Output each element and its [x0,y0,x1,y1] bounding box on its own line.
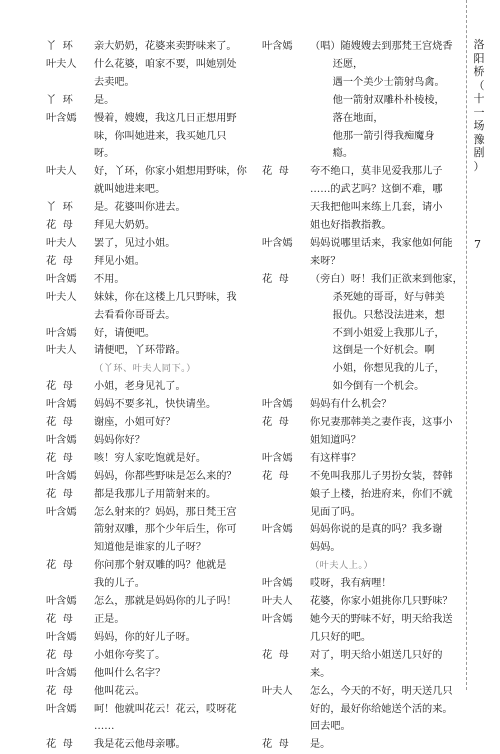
dialogue-line [46,736,252,754]
speaker-name: 叶含嫣 [46,506,77,518]
speaker-name [46,360,94,378]
dialogue-line [262,235,468,253]
dialogue-line [46,432,252,450]
speaker-name: 花 母 [46,452,73,464]
speaker-name [262,199,310,217]
line-text: 他叫花云。 [94,685,145,697]
line-text: 妈妈说哪里话来，我家他如何能 [310,237,453,249]
line-text: 他那一箭引得我痴魔身 [310,130,435,142]
speaker-name [46,74,94,92]
line-text: 正是。 [94,614,125,625]
line-text: 姐知道吗？ [310,434,361,446]
dialogue-line [262,629,468,647]
line-text: 是。花婆叫你进去。 [94,202,186,214]
speaker-name: 叶含嫣 [46,399,77,411]
dialogue-line [262,110,468,128]
dialogue-line [262,611,468,629]
speaker-name: 叶含嫣 [46,596,77,608]
line-text: 还愿， [310,58,364,70]
dialogue-line [46,718,252,736]
speaker-name [46,539,94,557]
title-char: 场 [473,119,485,132]
line-text: 这倒是一个好机会。啊 [310,345,435,357]
speaker-name: 叶夫人 [262,596,293,608]
dialogue-line [262,665,468,683]
dialogue-line [46,665,252,683]
speaker-name [46,718,94,736]
line-text: 她今天的野味不好，明天给我送 [310,614,453,625]
dialogue-line [46,199,252,217]
line-text: 小姐你夸奖了。 [94,649,166,661]
stage-direction-line [262,557,468,575]
speaker-name: 花 母 [46,417,73,429]
dialogue-line [46,468,252,486]
speaker-name: 花 母 [262,273,289,285]
dialogue-line [262,271,468,289]
speaker-name: 花 母 [46,381,73,393]
page-number: 7 [474,238,481,251]
dialogue-line [262,414,468,432]
dialogue-line [46,647,252,665]
speaker-name: 花 母 [46,739,73,751]
line-text: 妈妈，你的好儿子呀。 [94,631,196,643]
line-text: 我是花云他母亲哪。 [94,739,186,751]
speaker-name: 叶含嫣 [46,112,77,124]
title-char: （ [473,78,485,92]
dialogue-line [46,414,252,432]
line-text: 杀死她的哥哥，好与韩美 [310,291,445,303]
dialogue-line [262,468,468,486]
speaker-name [262,289,310,307]
dialogue-line [46,378,252,396]
line-text: 天我把他叫来练上几套，请小 [310,202,443,214]
dialogue-line [46,701,252,719]
title-char: 阳 [473,51,485,65]
line-text: 怎么射来的？妈妈，那日梵王宫 [94,506,237,518]
stage-direction-line [46,360,252,378]
speaker-name [262,110,310,128]
vertical-running-title [472,38,486,173]
line-text: 回去吧。 [310,721,351,733]
speaker-name [262,181,310,199]
speaker-name: 花 母 [46,685,73,697]
dialogue-line [262,539,468,557]
title-char: 一 [473,105,485,119]
line-text: 谢座，小姐可好？ [94,417,176,429]
line-text: 妈妈你好？ [94,434,145,446]
speaker-name: 丫 环 [46,202,73,214]
speaker-name: 叶含嫣 [262,41,293,52]
line-text: （丫环、叶夫人同下。） [94,363,196,375]
dialogue-line [262,325,468,343]
line-text: 拜见小姐。 [94,255,145,267]
title-char: 桥 [473,65,485,78]
speaker-name: 叶含嫣 [46,327,77,339]
dialogue-line [46,683,252,701]
dialogue-line [46,181,252,199]
dialogue-line [46,486,252,504]
line-text: 好，请便吧。 [94,327,156,339]
speaker-name [46,145,94,163]
dialogue-line [262,163,468,181]
line-text: 你兄妻那韩美之妻作丧，这事小 [310,417,453,429]
speaker-name [262,253,310,271]
dialogue-line [262,450,468,468]
speaker-name: 叶夫人 [46,345,77,357]
line-text: 对了，明天给小姐送几只好的 [310,649,443,661]
speaker-name [262,557,310,575]
line-text: 来。 [310,667,331,679]
dialogue-line [46,92,252,110]
speaker-name: 叶含嫣 [46,273,77,285]
line-text: 不到小姐爱上我那儿子， [310,327,445,339]
dialogue-line [46,539,252,557]
speaker-name [262,629,310,647]
speaker-name: 花 母 [46,488,73,500]
dialogue-line [46,557,252,575]
dialogue-line [46,521,252,539]
line-text: 就叫她进来吧。 [94,184,166,196]
line-text: 花婆，你家小姐挑你几只野味？ [310,596,453,608]
line-text: 怎么，今天的不好，明天送几只 [310,685,453,697]
dialogue-line [262,289,468,307]
line-text: 慢着，嫂嫂，我这几日正想用野 [94,112,237,124]
line-text: 亲大奶奶，花婆来卖野味来了。 [94,41,237,52]
dialogue-line [262,74,468,92]
line-text: 是。 [94,94,115,106]
dialogue-line [262,432,468,450]
dialogue-line [262,575,468,593]
dialogue-line [262,736,468,754]
dialogue-line [46,593,252,611]
speaker-name: 叶含嫣 [262,237,293,249]
line-text: 请便吧，丫环带路。 [94,345,186,357]
dialogue-line [46,289,252,307]
dialogue-line [262,683,468,701]
speaker-name: 丫 环 [46,94,73,106]
dialogue-line [46,235,252,253]
dialogue-line [262,181,468,199]
title-char: 洛 [473,38,485,51]
dialogue-line [46,611,252,629]
line-text: 去看看你哥哥去。 [94,309,176,321]
line-text: …… [94,721,115,733]
line-text: 遇一个美少士箭射鸟禽。 [310,76,445,88]
line-text: 几只好的吧。 [310,631,372,643]
speaker-name [262,307,310,325]
speaker-name: 花 母 [46,255,73,267]
speaker-name: 花 母 [262,739,289,751]
dialogue-line [262,593,468,611]
dialogue-line [262,253,468,271]
dialogue-line [46,128,252,146]
margin-rule [466,0,467,690]
speaker-name: 叶含嫣 [46,667,77,679]
line-text: 他叫什么名字？ [94,667,166,679]
line-text: 见面了吗。 [310,506,361,518]
dialogue-line [262,360,468,378]
speaker-name: 叶夫人 [262,685,293,697]
dialogue-line [46,271,252,289]
line-text: 他一箭射双雕朴朴棱棱， [310,94,445,106]
line-text: 小姐，你想见我的儿子， [310,363,445,375]
line-text: 罢了，见过小姐。 [94,237,176,249]
dialogue-line [46,575,252,593]
dialogue-line [46,217,252,235]
dialogue-line [46,163,252,181]
speaker-name: 叶含嫣 [262,452,293,464]
dialogue-line [46,450,252,468]
speaker-name [262,342,310,360]
line-text: 都是我那儿子用箭射来的。 [94,488,217,500]
speaker-name: 叶夫人 [46,58,77,70]
speaker-name: 花 母 [46,560,73,572]
speaker-name [262,718,310,736]
speaker-name: 花 母 [46,649,73,661]
line-text: 你问那个射双雕的吗？他就是 [94,560,227,572]
dialogue-line [262,486,468,504]
speaker-name [262,360,310,378]
line-text: 妈妈。 [310,542,341,554]
dialogue-line [46,325,252,343]
speaker-name [46,128,94,146]
title-char: ） [473,159,485,173]
line-text: 知道他是谁家的儿子呀？ [94,542,207,554]
line-text: 妈妈有什么机会？ [310,399,392,411]
title-char: 豫 [473,132,485,146]
line-text: 什么花婆，咱家不要，叫她别处 [94,58,237,70]
dialogue-line [262,307,468,325]
dialogue-line [262,217,468,235]
speaker-name: 花 母 [262,649,289,661]
line-text: 箭射双雕，那个少年后生，你可 [94,524,237,536]
line-text: 我的儿子。 [94,578,145,590]
speaker-name: 叶夫人 [46,166,77,178]
line-text: 不用。 [94,273,125,285]
dialogue-line [262,396,468,414]
dialogue-line [262,128,468,146]
dialogue-line [262,718,468,736]
line-text: 报仇。只愁没法进来，想 [310,309,445,321]
dialogue-line [46,145,252,163]
line-text: 去卖吧。 [94,76,135,88]
speaker-name [262,432,310,450]
line-text: 妈妈不要多礼，快快请坐。 [94,399,217,411]
line-text: 如今倒有一个机会。 [310,381,425,393]
dialogue-line [262,56,468,74]
speaker-name: 花 母 [46,614,73,625]
speaker-name [262,504,310,522]
line-text: ……的武艺吗？这倒不难，哪 [310,184,443,196]
title-char: 剧 [473,146,485,159]
dialogue-line [262,504,468,522]
dialogue-line [46,74,252,92]
line-text: 娘子上楼，抬进府来，你们不就 [310,488,453,500]
speaker-name: 叶含嫣 [262,524,293,536]
dialogue-line [262,199,468,217]
speaker-name [262,665,310,683]
title-char: 十 [473,92,485,105]
dialogue-line [262,521,468,539]
dialogue-line [46,342,252,360]
speaker-name: 叶夫人 [46,291,77,303]
line-text: 小姐，老身见礼了。 [94,381,186,393]
line-text: （旁白）呀！我们正欲来到他家， [310,273,463,285]
line-text: 呵！他就叫花云！花云，哎呀花 [94,703,237,715]
speaker-name [262,74,310,92]
line-text: 姐也好指教指教。 [310,220,392,232]
dialogue-line [262,92,468,110]
speaker-name [262,128,310,146]
line-text: 拜见大奶奶。 [94,220,156,232]
speaker-name: 叶含嫣 [46,434,77,446]
speaker-name [262,486,310,504]
speaker-name [46,181,94,199]
speaker-name [262,145,310,163]
speaker-name: 叶夫人 [46,237,77,249]
dialogue-line [262,342,468,360]
speaker-name [46,575,94,593]
dialogue-line [46,504,252,522]
speaker-name [46,307,94,325]
dialogue-line [46,110,252,128]
speaker-name: 花 母 [262,470,289,482]
speaker-name: 丫 环 [46,41,73,52]
dialogue-line [46,307,252,325]
dialogue-line [46,629,252,647]
speaker-name: 叶含嫣 [46,470,77,482]
speaker-name: 叶含嫣 [262,614,293,625]
line-text: 呀。 [94,148,115,160]
line-text: 不免叫我那儿子男扮女装，替韩 [310,470,453,482]
dialogue-line [262,38,468,56]
line-text: 落在地面， [310,112,384,124]
right-column [262,38,468,754]
dialogue-line [46,38,252,56]
speaker-name [262,378,310,396]
speaker-name: 叶含嫣 [262,399,293,411]
dialogue-line [262,647,468,665]
line-text: （叶夫人上。） [310,560,374,572]
dialogue-line [262,701,468,719]
line-text: 瘾。 [310,148,354,160]
line-text: 妹妹，你在这楼上几只野味，我 [94,291,237,303]
line-text: 夸不绝口，莫非见爱我那儿子 [310,166,443,178]
dialogue-line [262,145,468,163]
line-text: 哎呀，我有病哩！ [310,578,392,590]
dialogue-line [46,253,252,271]
line-text: 味，你叫她进来，我买她几只 [94,130,227,142]
speaker-name [262,539,310,557]
line-text: 好的，最好你给她送个活的来。 [310,703,453,715]
line-text: 怎么，那就是妈妈你的儿子吗！ [94,596,237,608]
dialogue-line [262,378,468,396]
line-text: 妈妈，你都些野味是怎么来的？ [94,470,237,482]
speaker-name [262,56,310,74]
speaker-name: 叶含嫣 [46,703,77,715]
speaker-name [262,217,310,235]
speaker-name: 花 母 [262,417,289,429]
line-text: 好，丫环，你家小姐想用野味，你 [94,166,247,178]
left-column [46,38,252,754]
speaker-name [262,325,310,343]
dialogue-line [46,56,252,74]
line-text: （唱）随嫂嫂去到那梵王宫烧香 [310,41,453,52]
speaker-name: 叶含嫣 [46,631,77,643]
speaker-name [46,521,94,539]
line-text: 来呀？ [310,255,341,267]
dialogue-line [46,396,252,414]
line-text: 是。 [310,739,331,751]
line-text: 妈妈你说的是真的吗？我多谢 [310,524,443,536]
speaker-name [262,701,310,719]
line-text: 咳！穷人家吃饱就是好。 [94,452,207,464]
speaker-name: 花 母 [262,166,289,178]
line-text: 有这样事？ [310,452,361,464]
speaker-name: 花 母 [46,220,73,232]
speaker-name: 叶含嫣 [262,578,293,590]
speaker-name [262,92,310,110]
